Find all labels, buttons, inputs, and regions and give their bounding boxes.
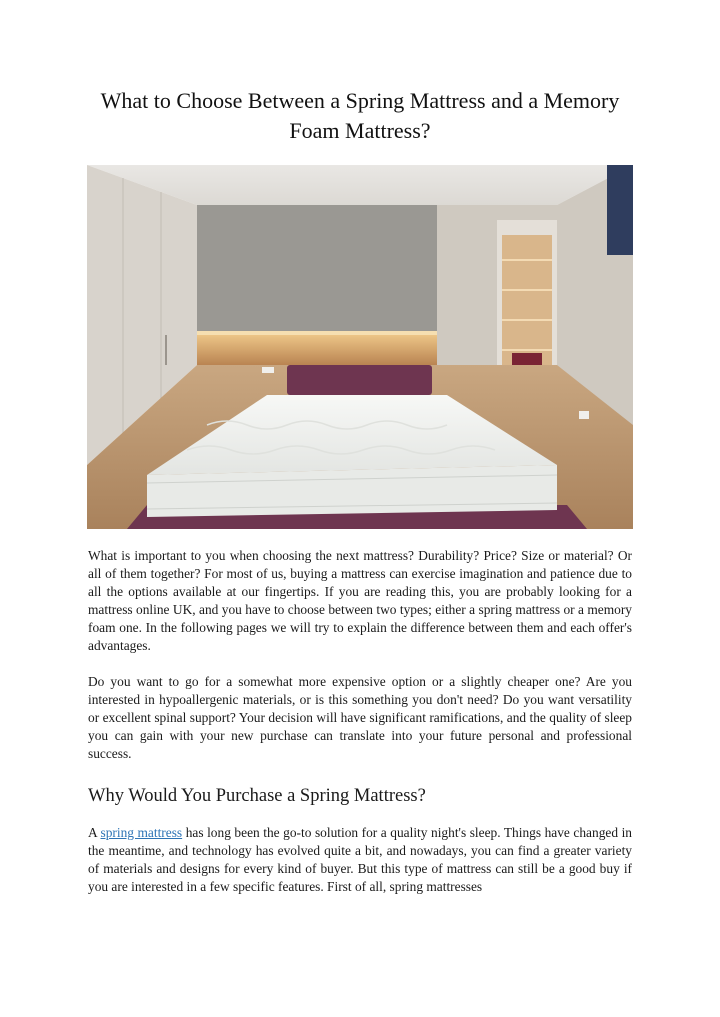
paragraph-intro: What is important to you when choosing the next mattress? Durability? Price? Size or material? Or all of them together? For most of us, buying a mattress can exercise imagination and patience due to all the options available at our fingertips. If you are reading this, you are probably looking for a mattress online UK, and you have to choose between two types; either a spring mattress or a memory foam one. In the following pages we will try to explain the difference between them and each offer's advantages. bbox=[88, 548, 632, 654]
paragraph-spring-start: A bbox=[88, 825, 97, 840]
section-heading: Why Would You Purchase a Spring Mattress? bbox=[88, 786, 426, 806]
document-title: What to Choose Between a Spring Mattress and a Memory Foam Mattress? bbox=[100, 88, 620, 143]
paragraph-questions: Do you want to go for a somewhat more expensive option or a slightly cheaper one? Are you interested in hypoallergenic materials, or is this something you don't need? Do you want versatility or excellent spinal support? Your decision will have significant ramifications, and the quality of sleep you can gain with your new purchase can translate into your future personal and professional success. bbox=[88, 674, 632, 762]
paragraph-spring-rest: has long been the go-to solution for a quality night's sleep. Things have changed in the meantime, and technology has evolved quite a bit, and nowadays, you can find a greater variety of materials and designs for every kind of buyer. But this type of mattress can still be a good buy if you are interested in a few specific features. First of all, spring mattresses bbox=[88, 825, 632, 895]
paragraph-spring bbox=[88, 824, 632, 896]
spring-mattress-link[interactable]: spring mattress bbox=[100, 825, 183, 840]
bedroom-photo bbox=[87, 165, 633, 529]
